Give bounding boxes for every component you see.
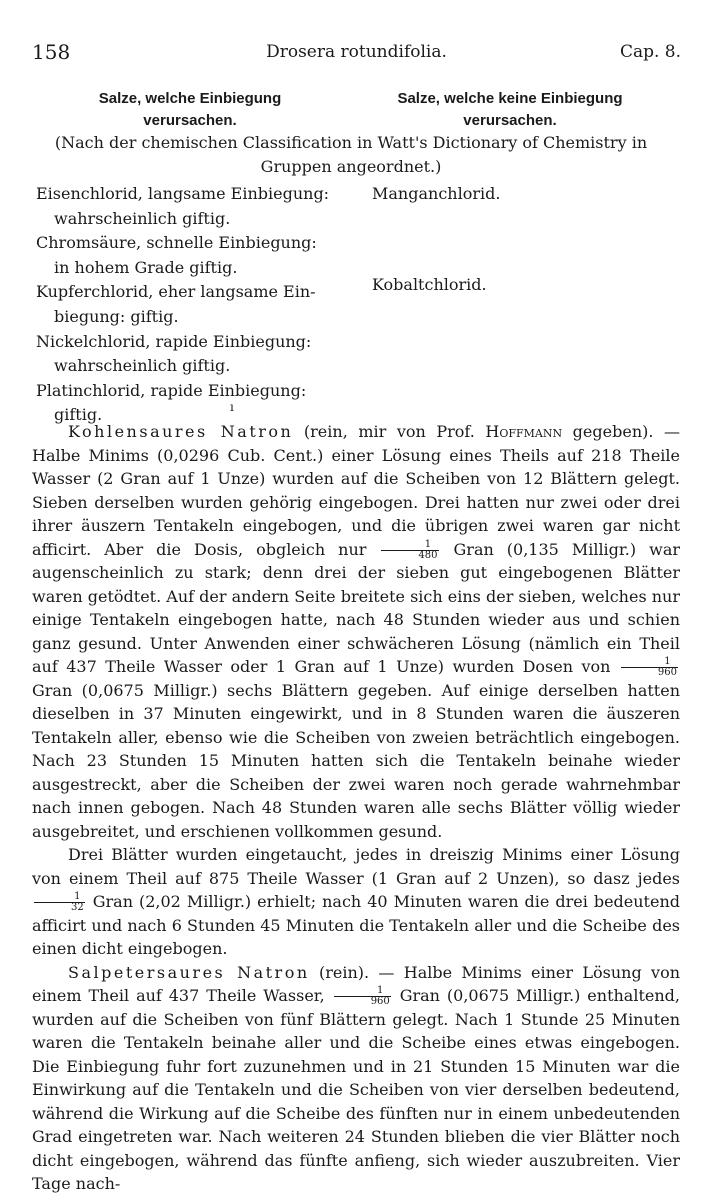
fraction: $\frac{1}{960}$ (621, 657, 678, 678)
page-number: 158 (32, 40, 71, 64)
fraction: $\frac{1}{960}$ (334, 986, 391, 1007)
paragraph-immersion: Drei Blätter wurden eingetaucht, jedes in dreiszig Minims einer Lösung von einem Theil auf 875 Theile Wasser (1 Gran auf 2 Unzen), so dasz jedes $\frac{1}{32}$ Gran (2,02 Milligr.) erhielt; nach 40 Minuten waren die drei bedeutend afficirt und nach 6 Stunden 45 Minuten die Tentakeln aller und die Scheibe des einen dicht eingebogen. (32, 845, 680, 958)
salt-entry-continuation: wahrscheinlich giftig. (54, 356, 231, 376)
body-text (32, 420, 680, 1196)
salts-inflection-list (36, 182, 346, 428)
salt-entry-line: Platinchlorid, rapide Einbiegung: (36, 380, 307, 400)
salt-entry-line: Chromsäure, schnelle Einbiegung: (36, 233, 317, 253)
fraction: $\frac{1}{32}$ (34, 892, 85, 913)
fraction: $\frac{1}{480}$ (381, 540, 438, 561)
page-header (32, 40, 681, 68)
heading-salts-no-inflection: Salze, welche keine Einbiegung verursachen. (397, 90, 623, 129)
spaced-term: Kohlensaures Natron (68, 422, 294, 441)
salt-no-inflection: Manganchlorid. (372, 184, 501, 203)
salt-entry-continuation: wahrscheinlich giftig. (54, 208, 231, 228)
heading-salts-inflection: Salze, welche Einbiegung verursachen. (98, 90, 282, 129)
paragraph-sodium-carbonate: Kohlensaures Natron (rein, mir von Prof. Hoffmann gegeben). — Halbe Minims (0,0296 Cub. Cent.) einer Lösung eines Theils auf 218 Theile Wasser (2 Gran auf 1 Unze) wurden auf die Scheiben von 12 Blättern gelegt. Sieben derselben wurden gehörig eingebogen. Drei hatten nur zwei oder drei ihrer äuszern Tentakeln eingebogen, und die übrigen zwei waren gar nicht afficirt. Aber die Dosis, obgleich nur $\frac{1}{480}$ Gran (0,135 Milligr.) war augenscheinlich zu stark; denn drei der sieben gut eingebogenen Blätter waren getödtet. Auf der andern Seite breitete sich eins der sieben, welches nur einige Tentakeln eingebogen hatte, nach 48 Stunden wieder aus und schien ganz gesund. Unter Anwenden einer schwächeren Lösung (nämlich ein Theil auf 437 Theile Wasser oder 1 Gran auf 1 Unze) wurden Dosen von $\frac{1}{960}$ Gran (0,0675 Milligr.) sechs Blättern gegeben. Auf einige derselben hatten dieselben in 37 Minuten eingewirkt, und in 8 Stunden waren die äuszeren Tentakeln aller, ebenso wie die Scheiben von zweien beträchtlich eingebogen. Nach 23 Stunden 15 Minuten hatten sich die Tentakeln beinahe wieder ausgestreckt, aber die Scheiben der zwei waren noch gerade wahrnehmbar nach innen gebogen. Nach 48 Stunden waren alle sechs Blätter völlig wieder ausgebreitet, und erschienen vollkommen gesund. (32, 422, 681, 841)
salt-entry (36, 231, 346, 280)
stray-print-mark: ı (230, 400, 234, 414)
salt-entry-line: Nickelchlorid, rapide Einbiegung: (36, 331, 312, 351)
salt-entry (36, 182, 346, 231)
salt-entry (36, 330, 346, 379)
running-title: Drosera rotundifolia. (266, 42, 447, 62)
salt-entry-continuation: giftig. (54, 405, 103, 425)
spaced-term: Salpetersaures Natron (68, 962, 310, 982)
salt-entry-line: Kupferchlorid, eher langsame Ein- (36, 282, 316, 302)
salt-entry (36, 280, 346, 329)
chapter-label: Cap. 8. (619, 42, 681, 62)
salt-entry-continuation: in hohem Grade giftig. (54, 257, 238, 277)
salt-entry-line: Eisenchlorid, langsame Einbiegung: (36, 184, 330, 203)
classification-note: (Nach der chemischen Classification in Watt's Dictionary of Chemistry in Gruppen angeordnet.) (54, 133, 648, 176)
salt-no-inflection: Kobaltchlorid. (372, 275, 487, 294)
person-name: Hoffmann (485, 422, 563, 441)
salt-entry-continuation: biegung: giftig. (54, 306, 179, 326)
paragraph-sodium-nitrate: Salpetersaures Natron (rein). — Halbe Minims einer Lösung von einem Theil auf 437 Theile Wasser, $\frac{1}{960}$ Gran (0,0675 Milligr.) enthaltend, wurden auf die Scheiben von fünf Blättern gelegt. Nach 1 Stunde 25 Minuten waren die Tentakeln beinahe aller und die Scheibe eines etwas eingebogen. Die Einbiegung fuhr fort zuzunehmen und in 21 Stunden 15 Minuten war die Einwirkung auf die Tentakeln und die Scheiben von vier derselben bedeutend, während die Wirkung auf die Scheibe des fünften nur in einem unbedeutenden Grad eingetreten war. Nach weiteren 24 Stunden blieben die vier Blätter noch dicht eingebogen, während das fünfte anfieng, sich wieder auszubreiten. Vier Tage nach- (32, 962, 681, 1193)
